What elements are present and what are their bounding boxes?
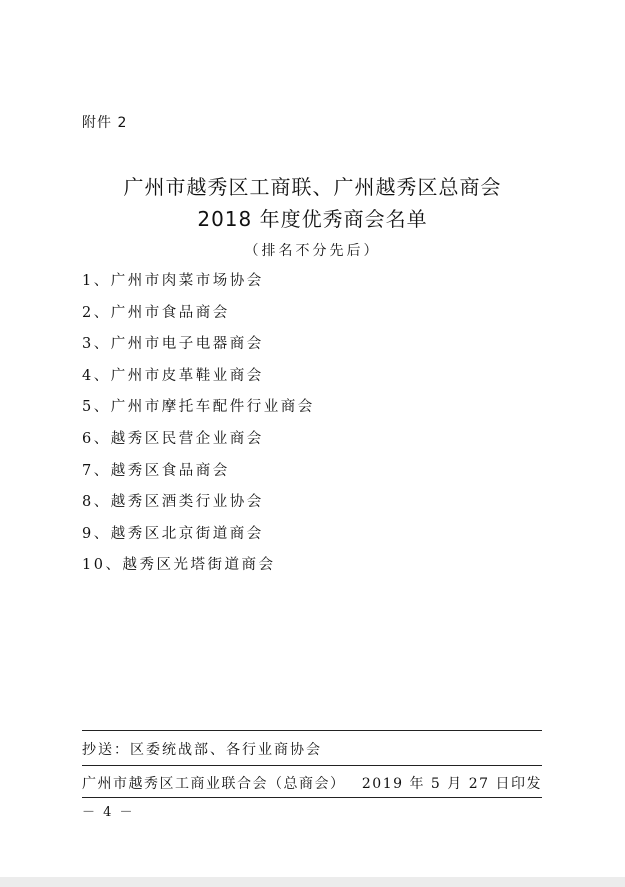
footer-divider-middle (82, 765, 542, 766)
document-title-line-1: 广州市越秀区工商联、广州越秀区总商会 (123, 175, 502, 199)
document-title-line-2: 2018 年度优秀商会名单 (197, 207, 428, 231)
list-item: 4、广州市皮革鞋业商会 (82, 367, 264, 384)
list-item: 6、越秀区民营企业商会 (82, 430, 264, 447)
cc-line: 抄送：区委统战部、各行业商协会 (82, 742, 322, 758)
list-item: 9、越秀区北京街道商会 (82, 525, 264, 542)
page-number: － 4 － (82, 805, 135, 820)
chamber-list (82, 270, 315, 586)
attachment-label: 附件 2 (82, 115, 128, 131)
footer-divider-top (82, 730, 542, 731)
list-item: 5、广州市摩托车配件行业商会 (82, 399, 315, 416)
list-item: 1、广州市肉菜市场协会 (82, 273, 264, 289)
issuer-name: 广州市越秀区工商业联合会（总商会） (82, 776, 346, 792)
issue-date: 2019 年 5 月 27 日印发 (361, 776, 542, 792)
list-item: 7、越秀区食品商会 (82, 462, 230, 479)
list-item: 10、越秀区光塔街道商会 (82, 557, 276, 574)
list-item: 8、越秀区酒类行业协会 (82, 494, 264, 511)
list-item: 3、广州市电子电器商会 (82, 336, 264, 353)
list-item: 2、广州市食品商会 (82, 304, 230, 321)
footer-divider-bottom (82, 797, 542, 798)
document-subtitle: （排名不分先后） (244, 243, 381, 259)
